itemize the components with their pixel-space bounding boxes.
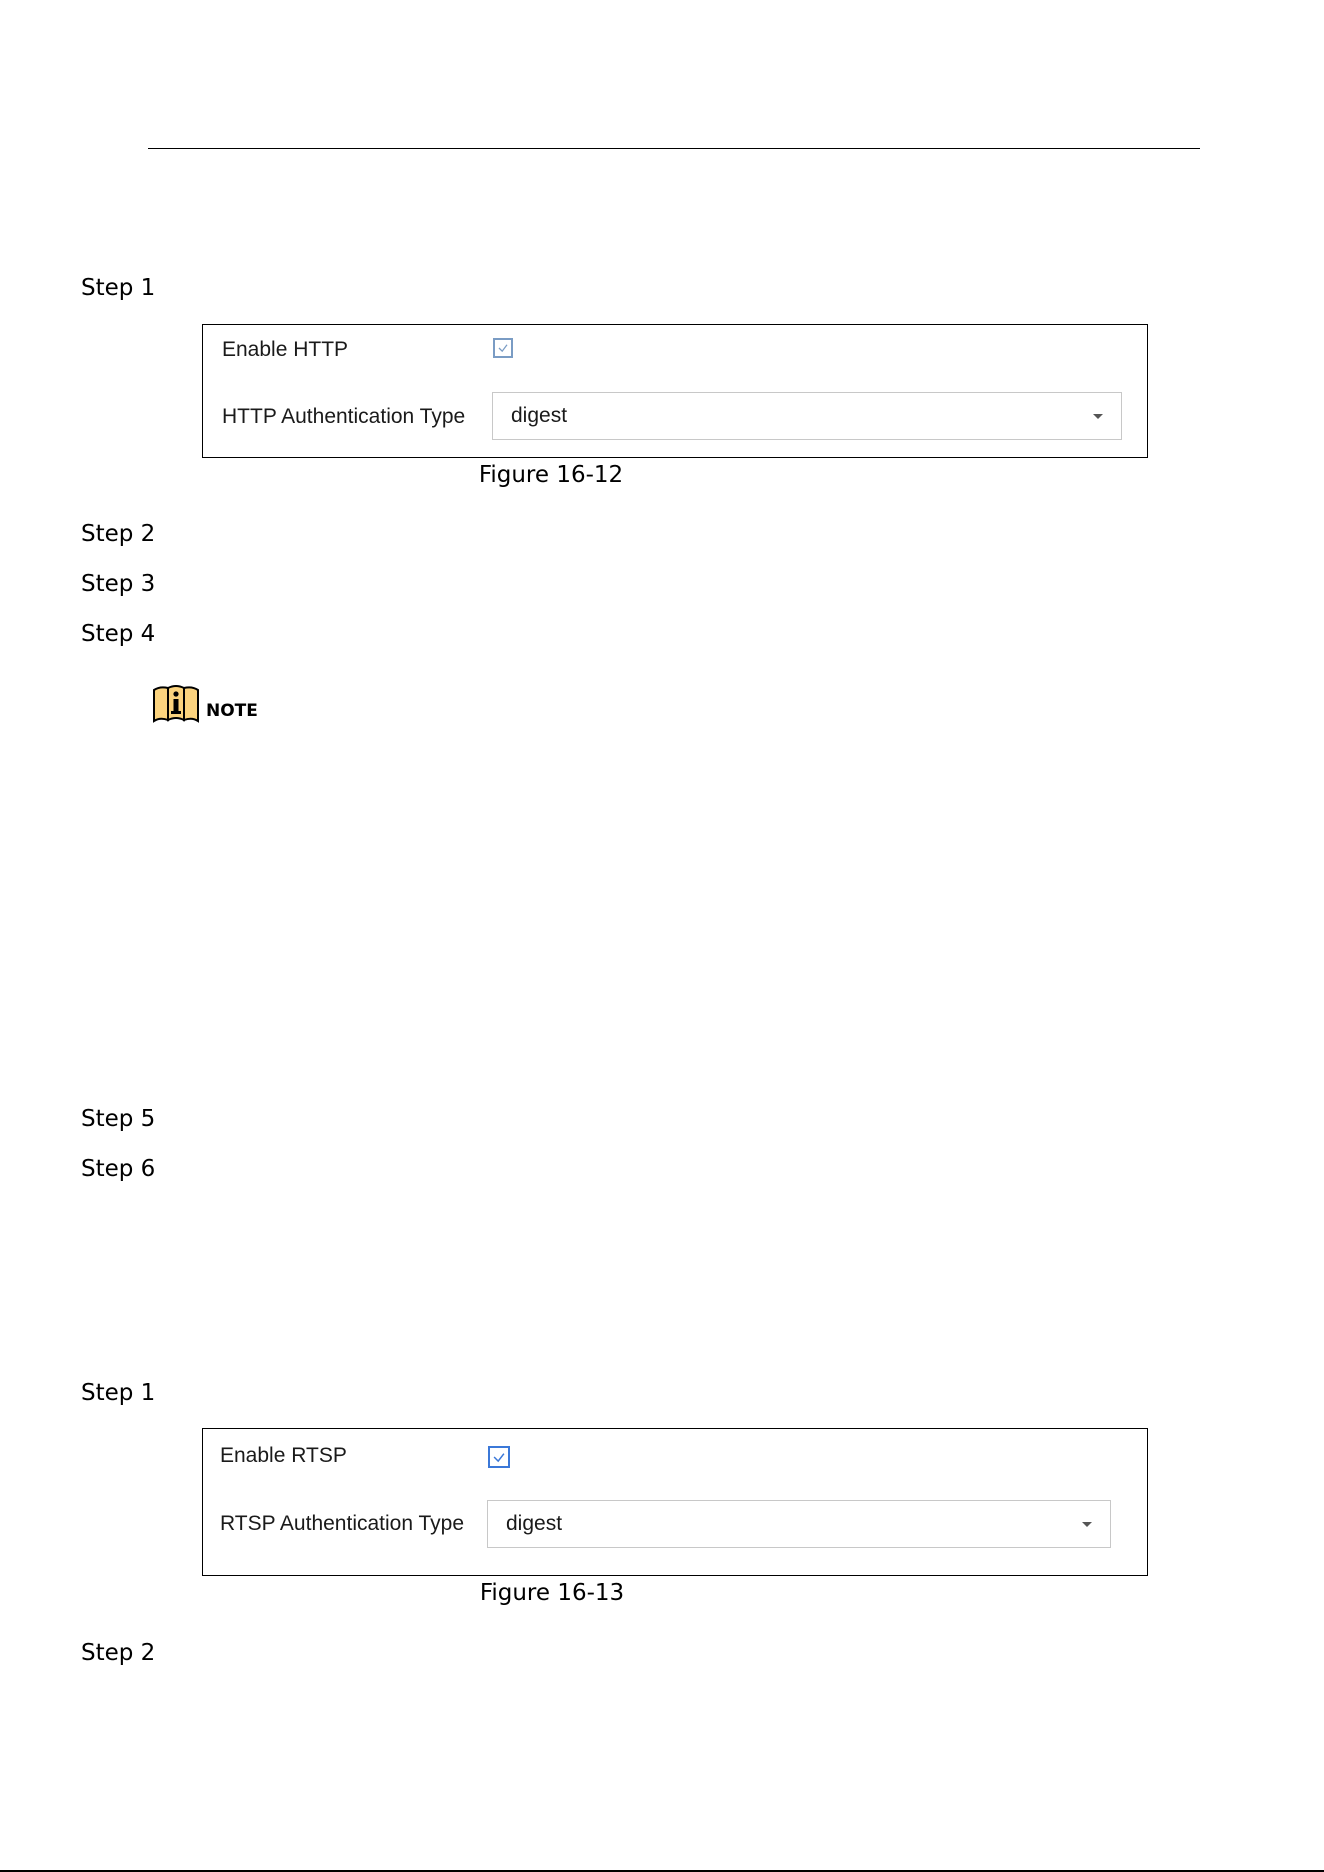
rtsp-settings-panel <box>202 1428 1148 1576</box>
rtsp-auth-type-select[interactable] <box>487 1500 1111 1548</box>
step-label: Step 1 <box>81 1380 156 1406</box>
http-auth-type-select[interactable] <box>492 392 1122 440</box>
chevron-down-icon <box>1093 414 1103 419</box>
note-label: NOTE <box>206 701 258 721</box>
header-rule <box>148 148 1200 149</box>
step-label: Step 3 <box>81 571 156 597</box>
chevron-down-icon <box>1082 1522 1092 1527</box>
info-book-icon <box>152 684 202 724</box>
enable-rtsp-label: Enable RTSP <box>220 1444 347 1467</box>
enable-rtsp-checkbox[interactable] <box>488 1446 510 1468</box>
step-label: Step 5 <box>81 1106 156 1132</box>
checkmark-icon <box>490 1448 508 1466</box>
step-label: Step 2 <box>81 1640 156 1666</box>
rtsp-auth-type-value: digest <box>506 1512 563 1535</box>
step-label: Step 1 <box>81 275 156 301</box>
figure-caption: Figure 16-12 <box>478 462 624 488</box>
http-auth-type-value: digest <box>511 404 568 427</box>
enable-http-checkbox[interactable] <box>493 338 513 358</box>
http-settings-panel <box>202 324 1148 458</box>
step-label: Step 2 <box>81 521 156 547</box>
http-auth-type-label: HTTP Authentication Type <box>222 405 466 428</box>
step-label: Step 4 <box>81 621 156 647</box>
checkmark-icon <box>495 340 511 356</box>
enable-http-label: Enable HTTP <box>222 338 349 361</box>
figure-caption: Figure 16-13 <box>479 1580 625 1606</box>
rtsp-auth-type-label: RTSP Authentication Type <box>220 1512 465 1535</box>
step-label: Step 6 <box>81 1156 156 1182</box>
